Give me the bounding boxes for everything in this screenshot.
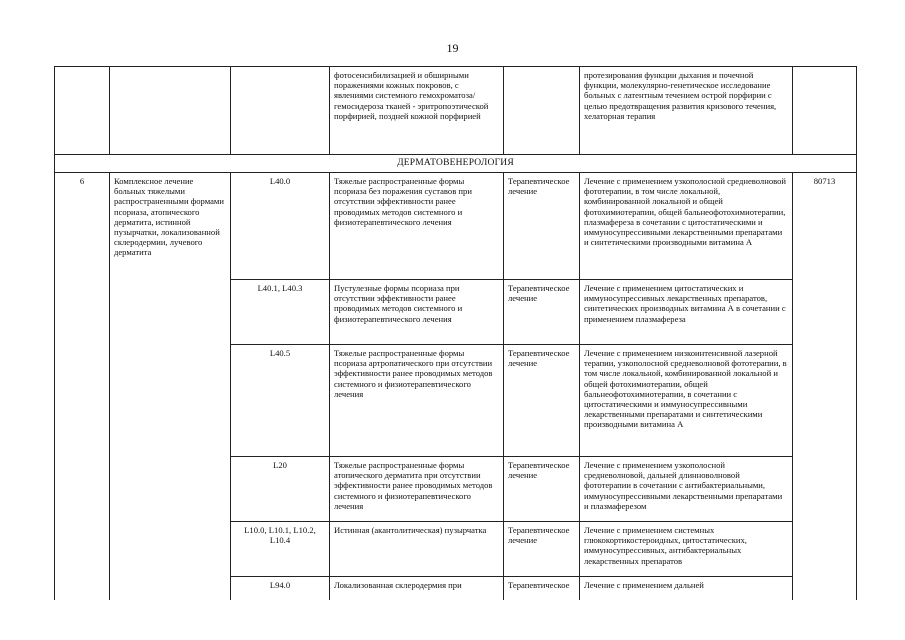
- treatment-method: Лечение с применением узкополосной средневолновой фототерапии, в том числе локальной, комбинированной локальной и общей фотохимиотерапии, общей бальнеофотохимиотерапии, плазмафереза в сочетании с цитостатическими и иммуносупрессивными лекарственными препаратами и синтетическими производными витамина А: [580, 173, 793, 280]
- medical-care-table: [54, 66, 857, 617]
- icd-code: L40.5: [231, 345, 330, 457]
- treatment-type: Терапевтическое лечение: [504, 522, 580, 577]
- icd-code: L94.0: [231, 577, 330, 617]
- page-bottom-cutoff: [0, 600, 905, 640]
- continuation-name-cell: [110, 67, 231, 155]
- treatment-type: Терапевтическое лечение: [504, 173, 580, 280]
- icd-code: L10.0, L10.1, L10.2, L10.4: [231, 522, 330, 577]
- group-price: 80713: [793, 173, 857, 617]
- continuation-number-cell: [55, 67, 110, 155]
- treatment-type: Терапевтическое лечение: [504, 345, 580, 457]
- continuation-method-cell: протезирования функции дыхания и почечной функции, молекулярно-генетическое исследование больных с латентным течением острой порфирии с целью предотвращения развития кризового течения, хелаторная терапия: [580, 67, 793, 155]
- section-header-row: [55, 155, 857, 173]
- continuation-price-cell: [793, 67, 857, 155]
- continuation-row: [55, 67, 857, 155]
- continuation-treatment-cell: [504, 67, 580, 155]
- treatment-method: Лечение с применением дальней: [580, 577, 793, 617]
- treatment-method: Лечение с применением узкополосной средневолновой, дальней длинноволновой фототерапии в сочетании с антибактериальными, иммуносупрессивными лекарственными препаратами и плазмаферезом: [580, 457, 793, 522]
- patient-model: Тяжелые распространенные формы псориаза артропатического при отсутствии эффективности ранее проводимых методов системного и физиотерапевтического лечения: [330, 345, 504, 457]
- patient-model: Истинная (акантолитическая) пузырчатка: [330, 522, 504, 577]
- icd-code: L40.1, L40.3: [231, 280, 330, 345]
- icd-code: L40.0: [231, 173, 330, 280]
- treatment-type: Терапевтическое лечение: [504, 457, 580, 522]
- patient-model: Локализованная склеродермия при: [330, 577, 504, 617]
- treatment-method: Лечение с применением цитостатических и иммуносупрессивных лекарственных препаратов, синтетических производных витамина А в сочетании с применением плазмафереза: [580, 280, 793, 345]
- patient-model: Тяжелые распространенные формы атопического дерматита при отсутствии эффективности ранее проводимых методов системного и физиотерапевтического лечения: [330, 457, 504, 522]
- icd-code: L20: [231, 457, 330, 522]
- page-number: 19: [446, 41, 459, 55]
- section-title: ДЕРМАТОВЕНЕРОЛОГИЯ: [55, 155, 857, 173]
- treatment-type: Терапевтическое: [504, 577, 580, 617]
- treatment-type: Терапевтическое лечение: [504, 280, 580, 345]
- group-name: Комплексное лечение больных тяжелыми распространенными формами псориаза, атопического дерматита, истинной пузырчатки, локализованной склеродермии, лучевого дерматита: [110, 173, 231, 617]
- treatment-method: Лечение с применением низкоинтенсивной лазерной терапии, узкополосной средневолновой фототерапии, в том числе локальной, комбинированной локальной и общей фотохимиотерапии, общей бальнеофотохимиотерапии, в сочетании с цитостатическими и иммуносупрессивными лекарственными препаратами и синтетическими производными витамина А: [580, 345, 793, 457]
- continuation-code-cell: [231, 67, 330, 155]
- table-row: [55, 173, 857, 280]
- patient-model: Тяжелые распространенные формы псориаза без поражения суставов при отсутствии эффективности ранее проводимых методов системного и физиотерапевтического лечения: [330, 173, 504, 280]
- group-number: 6: [55, 173, 110, 617]
- continuation-description-cell: фотосенсибилизацией и обширными поражениями кожных покровов, с явлениями системного гемохроматоза/гемосидероза тканей - эритропоэтической порфирией, поздней кожной порфирией: [330, 67, 504, 155]
- patient-model: Пустулезные формы псориаза при отсутствии эффективности ранее проводимых методов системного и физиотерапевтического лечения: [330, 280, 504, 345]
- treatment-method: Лечение с применением системных глюкокортикостероидных, цитостатических, иммуносупрессивных, антибактериальных лекарственных препаратов: [580, 522, 793, 577]
